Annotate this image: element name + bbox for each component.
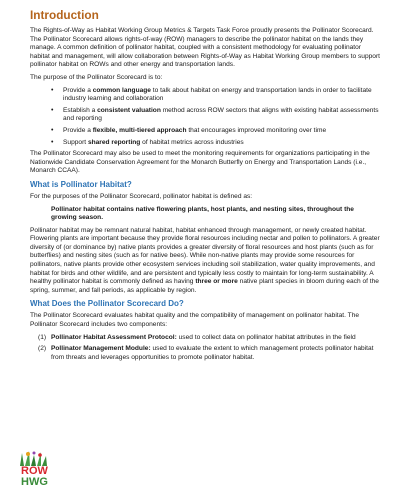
monarch-ccaa-paragraph: The Pollinator Scorecard may also be used to meet the monitoring requirements for organizations participating in the Nationwide Candidate Conservation Agreement for the Monarch Butterfly on Energy and Transportation Lands (i.e., Monarch CCAA). xyxy=(30,150,370,175)
components-list xyxy=(30,334,380,363)
list-item: • Provide a flexible, multi-tiered approach that encourages improved monitoring over time xyxy=(51,126,327,134)
bullet-icon: • xyxy=(51,126,54,134)
list-item: • Establish a consistent valuation method across ROW sectors that aligns with existing habitat assessments and reporting xyxy=(51,106,379,123)
pollinator-habitat-heading: What is Pollinator Habitat? xyxy=(30,179,132,189)
habitat-body: Pollinator habitat may be remnant natural habitat, habitat enhanced through management, or newly created habitat. Flowering plants are important because they provide floral resources including nectar and pollen to pollinators. A greater diversity of (or dominance by) native plants provides a greater diversity of floral resources and host plants (such as for butterflies) and nesting sites (such as for native bees). While non-native plants may provide some resources for pollinators, native plants provide other ecosystem services including soil stabilization, water quality improvements, and habitat for birds and other wildlife, and are persistent and typically less costly to maintain for long-term sustainability. A healthy pollinator habitat is commonly defined as having three or more native plant species in bloom during each of the spring, summer, and fall periods, as applicable by region. xyxy=(30,226,380,294)
purpose-lead: The purpose of the Pollinator Scorecard is to: xyxy=(30,73,163,81)
list-item: • Provide a common language to talk about habitat on energy and transportation lands in order to facilitate industry learning and collaboration xyxy=(51,86,372,103)
logo-row-text: ROW xyxy=(21,465,48,477)
bullet-icon: • xyxy=(51,86,54,94)
scorecard-heading: What Does the Pollinator Scorecard Do? xyxy=(30,299,184,309)
list-item: • Support shared reporting of habitat metrics across industries xyxy=(51,138,244,146)
introduction-heading: Introduction xyxy=(30,8,99,22)
intro-paragraph: The Rights-of-Way as Habitat Working Group Metrics & Targets Task Force proudly presents the Pollinator Scorecard. The Pollinator Scorecard allows rights-of-way (ROW) managers to describe the pollinator habitat on the lands they manage. A common definition of pollinator habitat, coupled with a consistent methodology for evaluating pollinator habitat and management, will allow collaboration between Rights-of-Way as Habitat Working Group members to support pollinator habitat on ROWs and other energy and transportation lands. xyxy=(30,27,381,69)
bullet-icon: • xyxy=(51,138,54,146)
list-item: (1) Pollinator Habitat Assessment Protocol: used to collect data on pollinator habitat attributes in the field xyxy=(38,333,356,341)
list-item: (2) Pollinator Management Module: used to evaluate the extent to which management protects pollinator habitat from threats and leverages opportunities to promote pollinator habitat. xyxy=(38,345,374,361)
scorecard-lead: The Pollinator Scorecard evaluates habitat quality and the compatibility of management on pollinator habitat. The Pollinator Scorecard includes two components: xyxy=(30,312,360,329)
habitat-lead: For the purposes of the Pollinator Scorecard, pollinator habitat is defined as: xyxy=(30,192,253,200)
logo-hwg-text: HWG xyxy=(21,476,48,488)
row-hwg-logo xyxy=(14,449,58,493)
habitat-definition: Pollinator habitat contains native flowering plants, host plants, and nesting sites, throughout the growing season. xyxy=(51,205,354,222)
document-body xyxy=(30,8,380,365)
bullet-icon: • xyxy=(51,106,54,114)
purpose-list xyxy=(30,87,380,148)
